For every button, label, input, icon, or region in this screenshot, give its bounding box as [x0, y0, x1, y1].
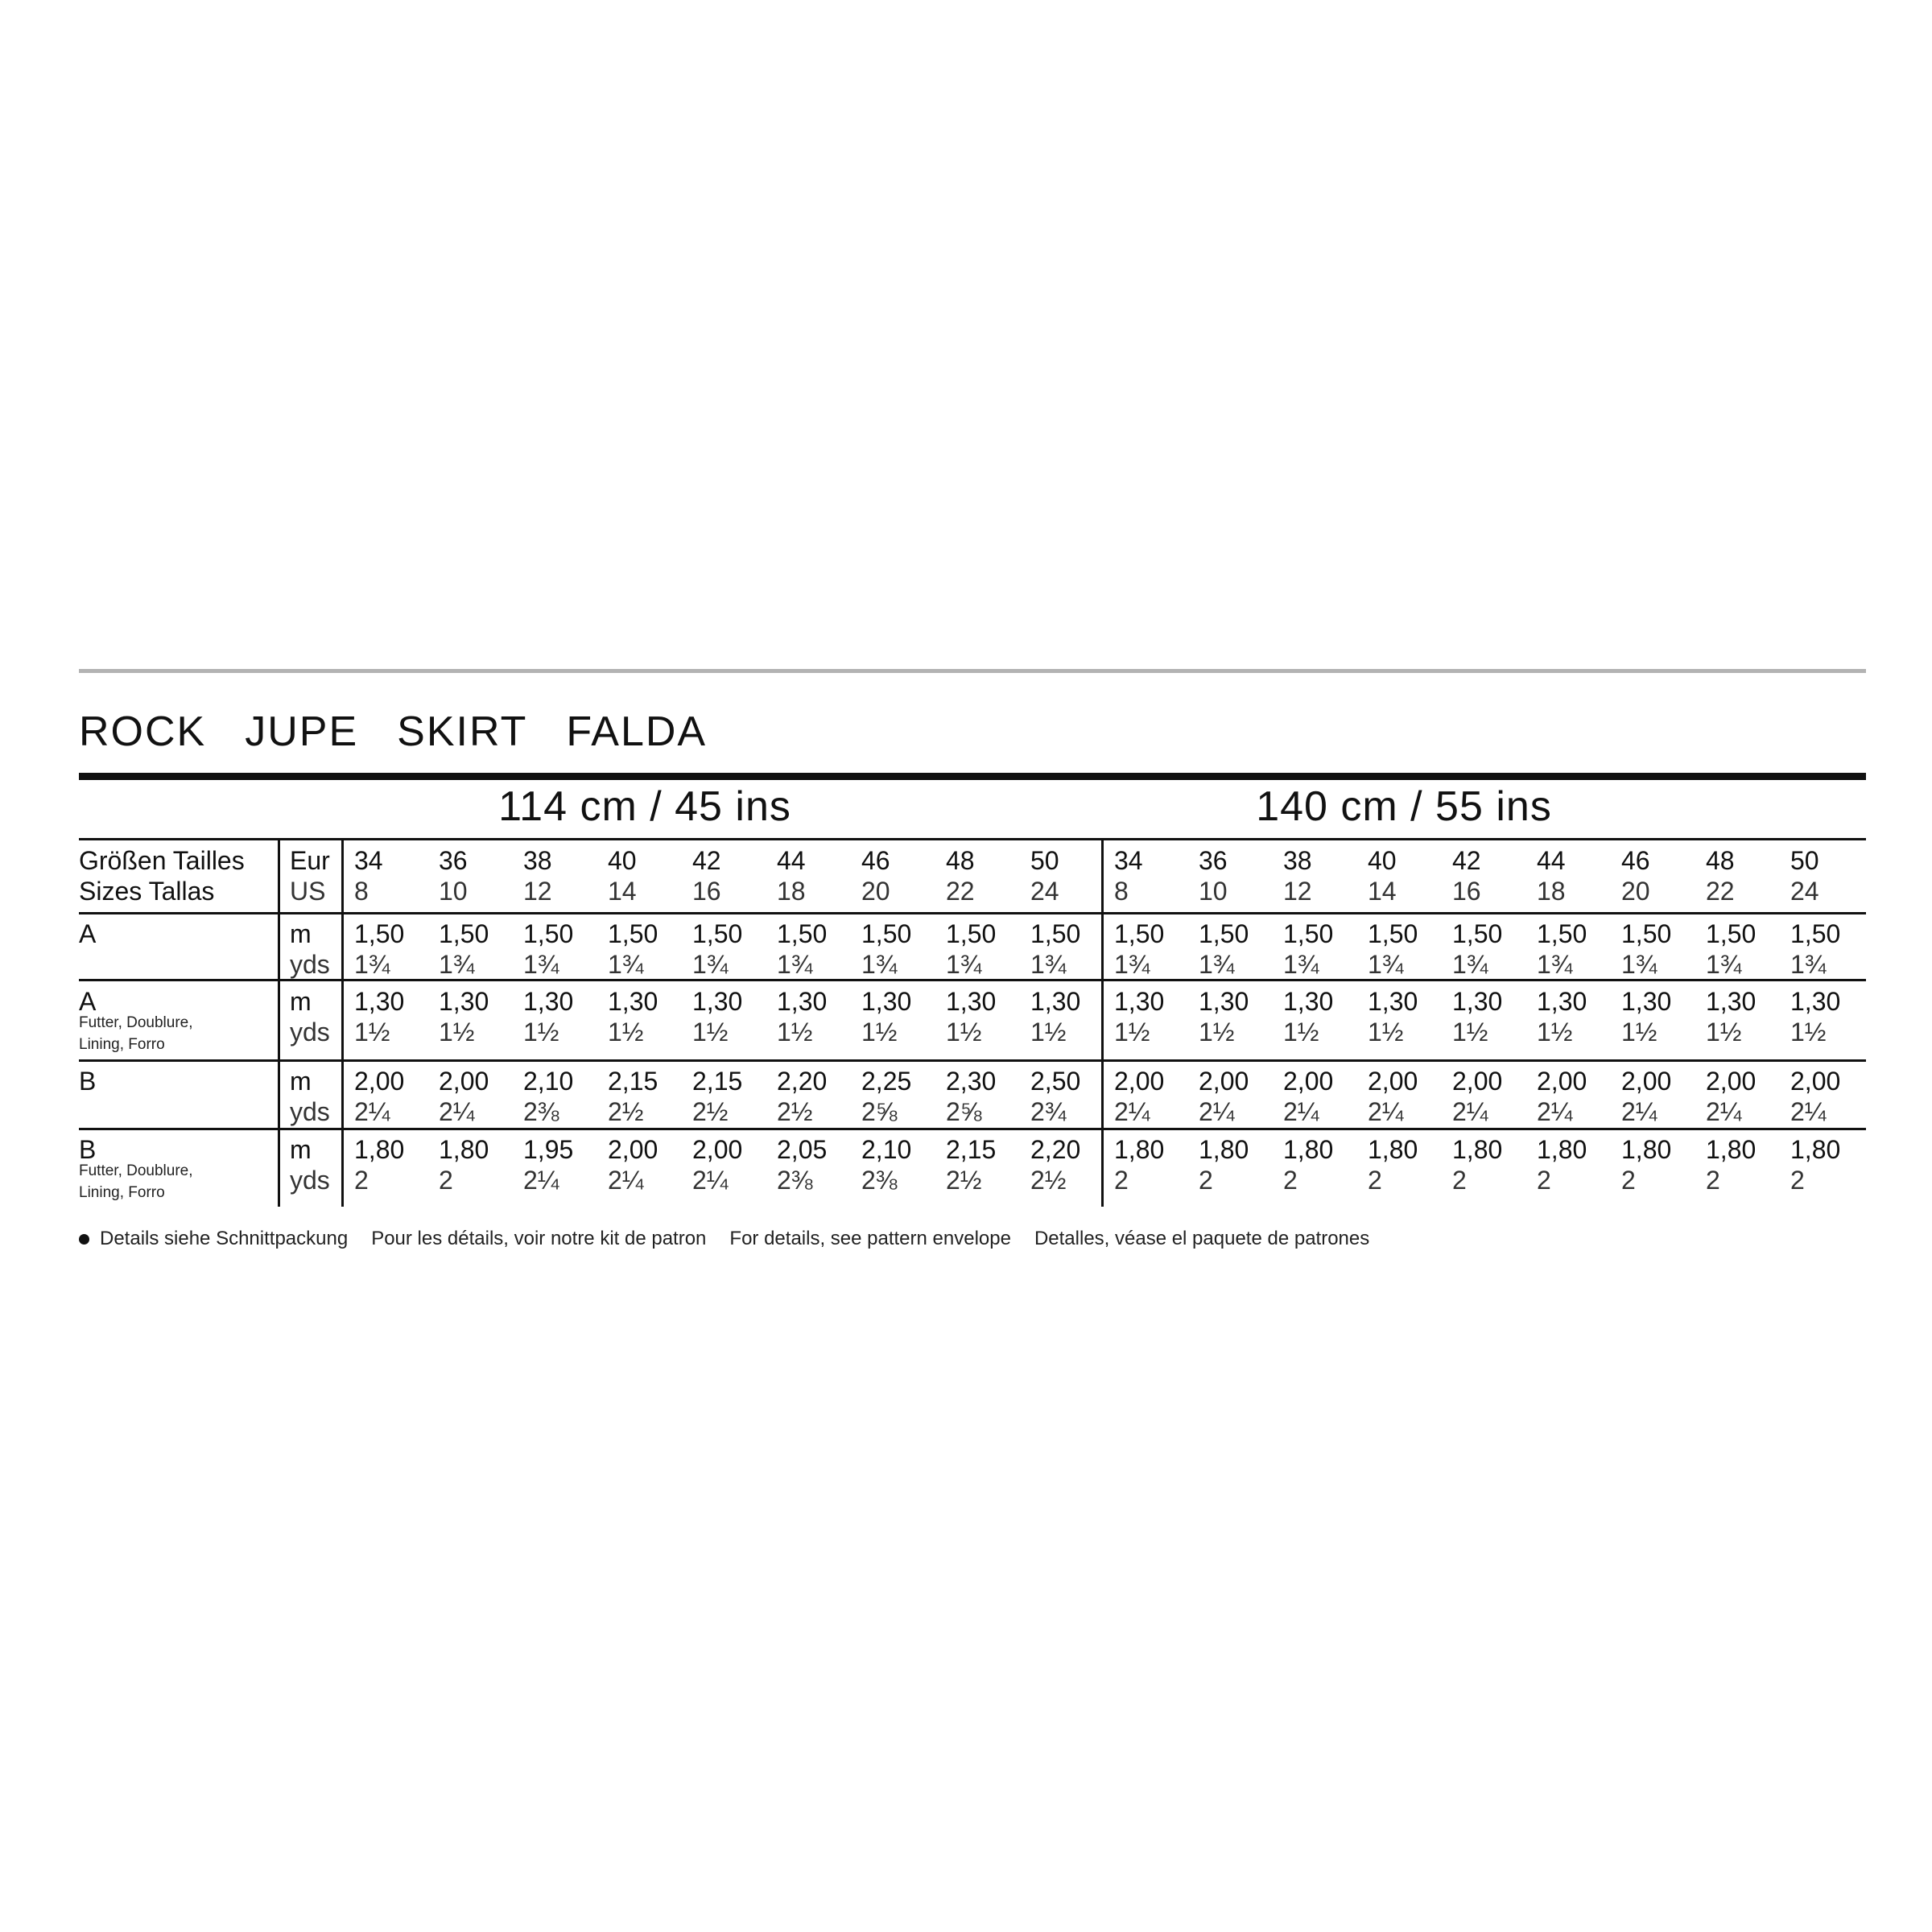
- metres-value: 1,30: [1199, 987, 1249, 1016]
- metres-value: 1,80: [354, 1135, 405, 1164]
- yards-value: 1¾: [946, 950, 982, 979]
- yards-value: 1½: [1621, 1018, 1657, 1046]
- us-size: 14: [608, 877, 637, 906]
- yards-value: 1¾: [1621, 950, 1657, 979]
- yards-value: 2¾: [1030, 1097, 1067, 1126]
- metres-value: 1,50: [692, 919, 743, 948]
- yards-value: 1¾: [692, 950, 729, 979]
- yards-value: 2: [1537, 1166, 1551, 1195]
- title-en: SKIRT: [397, 708, 528, 755]
- yards-value: 1¾: [1452, 950, 1488, 979]
- us-size: 8: [354, 877, 369, 906]
- yards-unit: yds: [290, 1166, 330, 1195]
- yards-value: 2: [1114, 1166, 1129, 1195]
- eur-size: 44: [777, 846, 806, 875]
- metres-value: 2,00: [354, 1067, 405, 1096]
- garment-title: [79, 708, 745, 756]
- yards-value: 2¼: [1368, 1097, 1404, 1126]
- yards-value: 1¾: [523, 950, 559, 979]
- metres-value: 1,80: [1452, 1135, 1503, 1164]
- metres-value: 1,80: [439, 1135, 489, 1164]
- metres-value: 2,50: [1030, 1067, 1081, 1096]
- metres-value: 1,50: [1706, 919, 1757, 948]
- yards-value: 2¼: [523, 1166, 559, 1195]
- yards-value: 1¾: [608, 950, 644, 979]
- yards-value: 1¾: [1706, 950, 1742, 979]
- metres-value: 1,80: [1283, 1135, 1334, 1164]
- metres-value: 1,50: [1199, 919, 1249, 948]
- yards-value: 2: [1790, 1166, 1805, 1195]
- yards-value: 2¼: [1283, 1097, 1319, 1126]
- metres-value: 1,50: [861, 919, 912, 948]
- column-divider: [1101, 838, 1104, 1207]
- metres-value: 1,50: [1114, 919, 1165, 948]
- metres-value: 1,30: [1283, 987, 1334, 1016]
- metres-value: 1,50: [523, 919, 574, 948]
- yards-value: 2⅜: [861, 1166, 898, 1195]
- yards-value: 1½: [354, 1018, 390, 1046]
- yards-value: 1¾: [1368, 950, 1404, 979]
- us-size: 8: [1114, 877, 1129, 906]
- yards-value: 2: [1452, 1166, 1467, 1195]
- metres-value: 1,50: [608, 919, 658, 948]
- metres-value: 1,50: [439, 919, 489, 948]
- yards-value: 2: [439, 1166, 453, 1195]
- row-divider: [79, 838, 1866, 840]
- column-divider: [341, 838, 344, 1207]
- metres-value: 2,10: [861, 1135, 912, 1164]
- size-label-line1: Größen Tailles: [79, 846, 245, 875]
- yards-value: 1½: [1199, 1018, 1235, 1046]
- yards-value: 2: [1283, 1166, 1298, 1195]
- metres-value: 1,30: [1706, 987, 1757, 1016]
- view-label: B: [79, 1067, 97, 1096]
- yards-value: 1¾: [1199, 950, 1235, 979]
- footer-de: Details siehe Schnittpackung: [100, 1228, 349, 1249]
- us-size: 14: [1368, 877, 1397, 906]
- yards-value: 1¾: [1114, 950, 1150, 979]
- metres-value: 2,00: [1368, 1067, 1418, 1096]
- title-es: FALDA: [566, 708, 708, 755]
- metres-value: 1,50: [1452, 919, 1503, 948]
- yards-value: 1½: [946, 1018, 982, 1046]
- yards-value: 1½: [777, 1018, 813, 1046]
- yards-value: 1½: [608, 1018, 644, 1046]
- yards-value: 2: [1706, 1166, 1720, 1195]
- title-rule: [79, 773, 1866, 780]
- yards-value: 2½: [946, 1166, 982, 1195]
- footer-en: For details, see pattern envelope: [729, 1228, 1011, 1249]
- yards-value: 1½: [523, 1018, 559, 1046]
- metres-value: 2,00: [1537, 1067, 1587, 1096]
- metres-value: 2,20: [777, 1067, 828, 1096]
- eur-size: 36: [439, 846, 468, 875]
- yards-value: 2: [354, 1166, 369, 1195]
- yards-value: 1½: [1030, 1018, 1067, 1046]
- metres-value: 1,80: [1114, 1135, 1165, 1164]
- yards-value: 2¼: [1537, 1097, 1573, 1126]
- metres-value: 1,80: [1790, 1135, 1841, 1164]
- metres-value: 2,15: [692, 1067, 743, 1096]
- eur-size: 44: [1537, 846, 1566, 875]
- metres-value: 1,50: [1621, 919, 1672, 948]
- us-size: 16: [1452, 877, 1481, 906]
- yards-unit: yds: [290, 1097, 330, 1126]
- metres-value: 1,30: [439, 987, 489, 1016]
- metres-unit: m: [290, 987, 312, 1016]
- yards-value: 2: [1368, 1166, 1382, 1195]
- fabric-requirements-chart: [79, 669, 1866, 1265]
- eur-size: 48: [1706, 846, 1735, 875]
- view-label: B: [79, 1135, 97, 1164]
- yards-value: 1¾: [1790, 950, 1827, 979]
- column-divider: [278, 838, 280, 1207]
- metres-value: 2,15: [608, 1067, 658, 1096]
- view-label: A: [79, 987, 97, 1016]
- yards-value: 1¾: [1537, 950, 1573, 979]
- eur-size: 40: [608, 846, 637, 875]
- yards-value: 1¾: [861, 950, 898, 979]
- yards-value: 2½: [1030, 1166, 1067, 1195]
- metres-value: 1,80: [1537, 1135, 1587, 1164]
- yards-value: 1½: [1283, 1018, 1319, 1046]
- yards-value: 1½: [1452, 1018, 1488, 1046]
- metres-value: 2,00: [1621, 1067, 1672, 1096]
- us-size: 12: [523, 877, 552, 906]
- top-divider: [79, 669, 1866, 673]
- yards-value: 1½: [1537, 1018, 1573, 1046]
- metres-value: 2,00: [1790, 1067, 1841, 1096]
- us-size: 16: [692, 877, 721, 906]
- yards-value: 2¼: [354, 1097, 390, 1126]
- yards-value: 1½: [439, 1018, 475, 1046]
- row-divider: [79, 1059, 1866, 1062]
- metres-value: 1,50: [1368, 919, 1418, 948]
- yards-value: 2⅜: [777, 1166, 813, 1195]
- eur-size: 50: [1790, 846, 1819, 875]
- us-size: 22: [1706, 877, 1735, 906]
- eur-size: 46: [861, 846, 890, 875]
- us-size: 20: [861, 877, 890, 906]
- us-size: 10: [439, 877, 468, 906]
- metres-value: 2,00: [1199, 1067, 1249, 1096]
- yards-value: 2: [1199, 1166, 1213, 1195]
- metres-value: 1,80: [1621, 1135, 1672, 1164]
- metres-unit: m: [290, 1067, 312, 1096]
- bullet-icon: [79, 1234, 89, 1245]
- metres-value: 1,30: [1790, 987, 1841, 1016]
- metres-value: 2,00: [608, 1135, 658, 1164]
- title-fr: JUPE: [245, 708, 359, 755]
- view-label: A: [79, 919, 97, 948]
- metres-value: 1,30: [354, 987, 405, 1016]
- metres-value: 1,30: [777, 987, 828, 1016]
- lining-note: Futter, Doublure,: [79, 1014, 193, 1031]
- eur-size: 34: [354, 846, 383, 875]
- yards-value: 1½: [861, 1018, 898, 1046]
- metres-value: 1,30: [861, 987, 912, 1016]
- us-size: 24: [1790, 877, 1819, 906]
- row-divider: [79, 912, 1866, 914]
- us-size: 22: [946, 877, 975, 906]
- metres-value: 1,30: [608, 987, 658, 1016]
- lining-note: Lining, Forro: [79, 1184, 165, 1201]
- us-size: 18: [1537, 877, 1566, 906]
- size-label-line2: Sizes Tallas: [79, 877, 215, 906]
- yards-value: 2½: [608, 1097, 644, 1126]
- yards-value: 2¼: [439, 1097, 475, 1126]
- metres-value: 1,30: [692, 987, 743, 1016]
- metres-value: 1,50: [1030, 919, 1081, 948]
- eur-size: 42: [1452, 846, 1481, 875]
- metres-unit: m: [290, 1135, 312, 1164]
- yards-unit: yds: [290, 1018, 330, 1046]
- yards-value: 1¾: [1283, 950, 1319, 979]
- eur-label: Eur: [290, 846, 330, 875]
- eur-size: 42: [692, 846, 721, 875]
- metres-value: 2,30: [946, 1067, 997, 1096]
- metres-value: 2,10: [523, 1067, 574, 1096]
- metres-value: 2,00: [1706, 1067, 1757, 1096]
- metres-value: 2,20: [1030, 1135, 1081, 1164]
- metres-value: 1,50: [354, 919, 405, 948]
- lining-note: Futter, Doublure,: [79, 1162, 193, 1179]
- eur-size: 34: [1114, 846, 1143, 875]
- title-de: ROCK: [79, 708, 207, 755]
- yards-value: 2⅝: [861, 1097, 898, 1126]
- us-size: 12: [1283, 877, 1312, 906]
- us-size: 10: [1199, 877, 1228, 906]
- footer-fr: Pour les détails, voir notre kit de patron: [371, 1228, 707, 1249]
- yards-value: 2⅝: [946, 1097, 982, 1126]
- metres-value: 2,05: [777, 1135, 828, 1164]
- yards-value: 1½: [1114, 1018, 1150, 1046]
- yards-value: 1¾: [1030, 950, 1067, 979]
- yards-value: 1½: [1368, 1018, 1404, 1046]
- yards-value: 2½: [777, 1097, 813, 1126]
- lining-note: Lining, Forro: [79, 1036, 165, 1053]
- us-size: 18: [777, 877, 806, 906]
- metres-value: 1,95: [523, 1135, 574, 1164]
- yards-value: 2¼: [1199, 1097, 1235, 1126]
- row-divider: [79, 1128, 1866, 1130]
- metres-value: 1,80: [1706, 1135, 1757, 1164]
- yards-value: 1¾: [354, 950, 390, 979]
- details-footer: [79, 1228, 1393, 1250]
- yards-value: 2¼: [1452, 1097, 1488, 1126]
- fabric-width-140: 140 cm / 55 ins: [1256, 783, 1552, 830]
- metres-value: 2,00: [1114, 1067, 1165, 1096]
- metres-value: 1,80: [1368, 1135, 1418, 1164]
- footer-es: Detalles, véase el paquete de patrones: [1034, 1228, 1370, 1249]
- yards-value: 2⅜: [523, 1097, 559, 1126]
- eur-size: 50: [1030, 846, 1059, 875]
- eur-size: 38: [1283, 846, 1312, 875]
- metres-value: 1,30: [1114, 987, 1165, 1016]
- yards-value: 2¼: [1114, 1097, 1150, 1126]
- metres-value: 1,50: [1537, 919, 1587, 948]
- yards-value: 1½: [1790, 1018, 1827, 1046]
- metres-value: 1,50: [1790, 919, 1841, 948]
- metres-value: 1,30: [946, 987, 997, 1016]
- yards-value: 1¾: [777, 950, 813, 979]
- metres-value: 1,30: [1368, 987, 1418, 1016]
- metres-value: 2,25: [861, 1067, 912, 1096]
- metres-value: 1,50: [946, 919, 997, 948]
- metres-value: 2,00: [1452, 1067, 1503, 1096]
- yards-value: 2¼: [1706, 1097, 1742, 1126]
- metres-value: 1,30: [1537, 987, 1587, 1016]
- metres-value: 1,80: [1199, 1135, 1249, 1164]
- metres-value: 2,15: [946, 1135, 997, 1164]
- yards-unit: yds: [290, 950, 330, 979]
- metres-value: 1,30: [1621, 987, 1672, 1016]
- us-label: US: [290, 877, 326, 906]
- yards-value: 1¾: [439, 950, 475, 979]
- metres-value: 1,30: [1030, 987, 1081, 1016]
- metres-value: 2,00: [439, 1067, 489, 1096]
- metres-value: 2,00: [1283, 1067, 1334, 1096]
- yards-value: 1½: [692, 1018, 729, 1046]
- metres-value: 2,00: [692, 1135, 743, 1164]
- yards-value: 2¼: [692, 1166, 729, 1195]
- yards-value: 2¼: [1621, 1097, 1657, 1126]
- metres-value: 1,30: [1452, 987, 1503, 1016]
- eur-size: 38: [523, 846, 552, 875]
- yards-value: 2½: [692, 1097, 729, 1126]
- eur-size: 40: [1368, 846, 1397, 875]
- us-size: 24: [1030, 877, 1059, 906]
- metres-value: 1,50: [777, 919, 828, 948]
- eur-size: 36: [1199, 846, 1228, 875]
- metres-value: 1,50: [1283, 919, 1334, 948]
- yards-value: 2¼: [1790, 1097, 1827, 1126]
- metres-value: 1,30: [523, 987, 574, 1016]
- yards-value: 2¼: [608, 1166, 644, 1195]
- eur-size: 48: [946, 846, 975, 875]
- eur-size: 46: [1621, 846, 1650, 875]
- metres-unit: m: [290, 919, 312, 948]
- yards-value: 2: [1621, 1166, 1636, 1195]
- yards-value: 1½: [1706, 1018, 1742, 1046]
- fabric-width-114: 114 cm / 45 ins: [498, 783, 791, 830]
- us-size: 20: [1621, 877, 1650, 906]
